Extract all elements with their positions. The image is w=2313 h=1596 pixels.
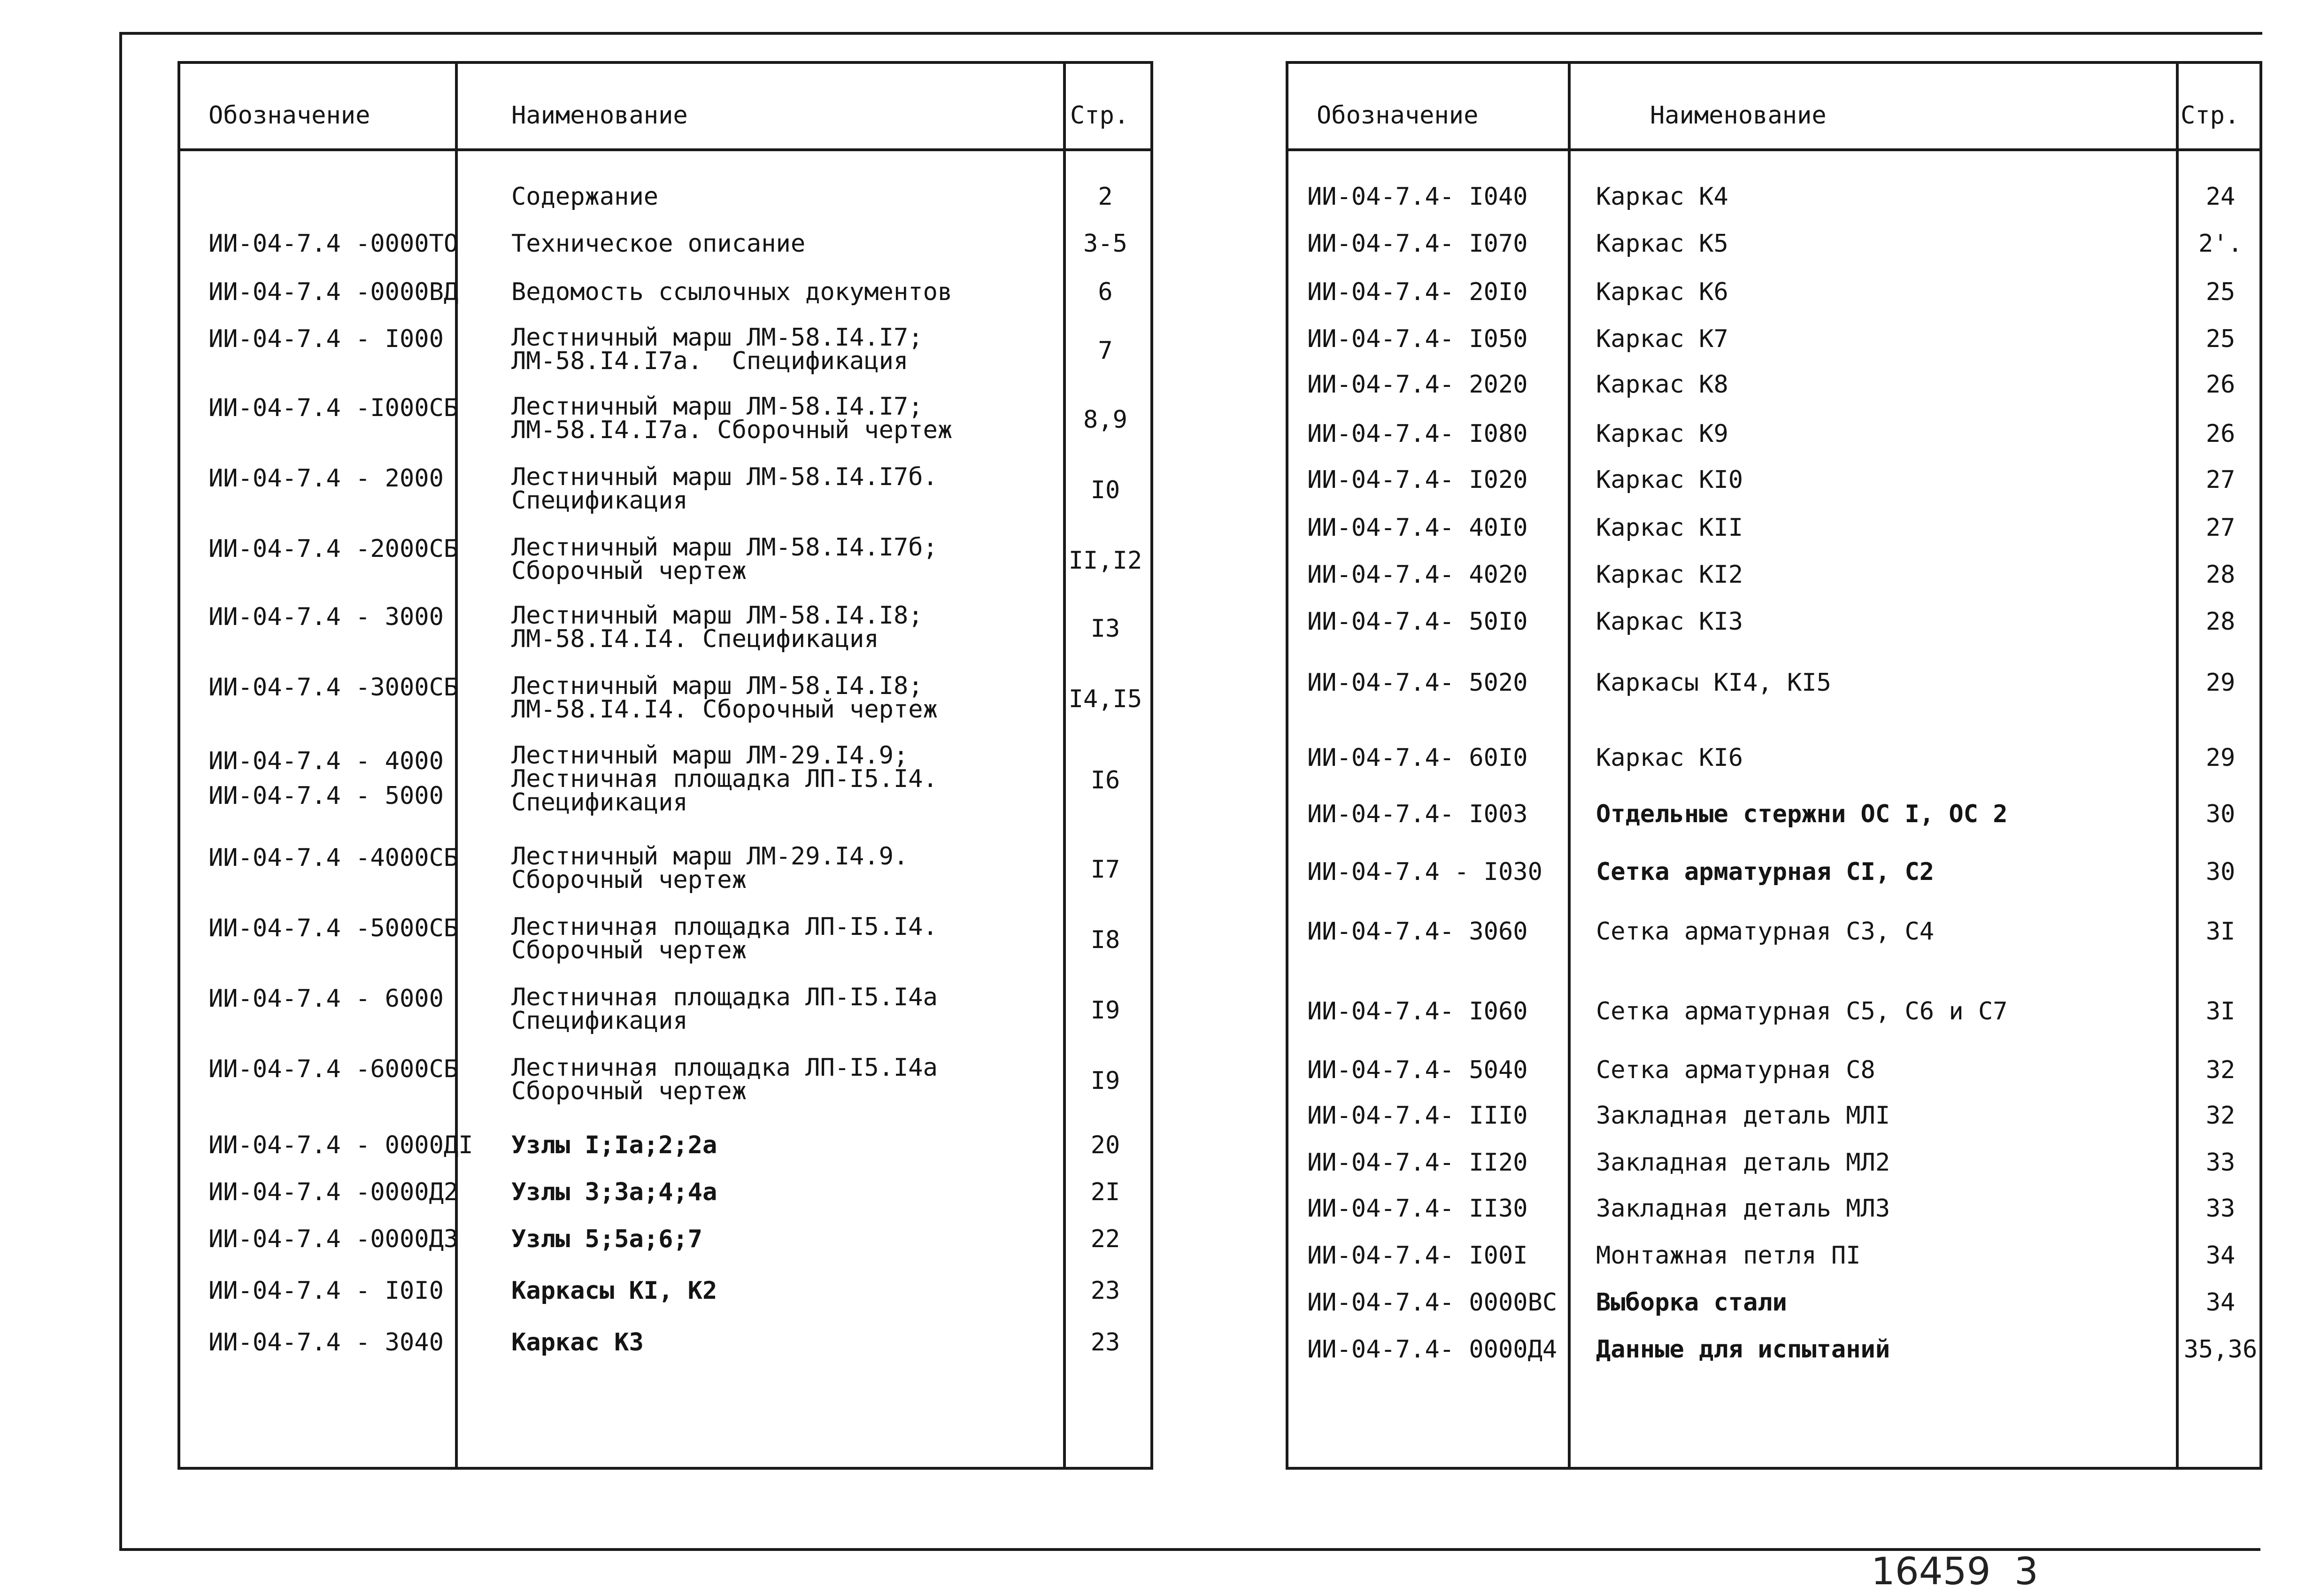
header-page: Стр. bbox=[2181, 101, 2240, 130]
column-divider bbox=[1568, 64, 1571, 1467]
row-name: Узлы 5;5а;6;7 bbox=[511, 1225, 702, 1253]
row-code: ИИ-04-7.4 - I030 bbox=[1307, 858, 1542, 886]
row-code: ИИ-04-7.4- 0000ВС bbox=[1307, 1288, 1557, 1317]
row-page: 27 bbox=[2205, 514, 2236, 542]
row-name: Сетка арматурная С8 bbox=[1596, 1056, 1875, 1084]
header-code: Обозначение bbox=[208, 101, 370, 130]
row-name: Техническое описание bbox=[511, 230, 806, 258]
row-page: 3-5 bbox=[1083, 230, 1127, 258]
row-code: ИИ-04-7.4- 5020 bbox=[1307, 669, 1528, 697]
row-code: ИИ-04-7.4 -0000ВД bbox=[208, 278, 459, 306]
contents-table-left bbox=[177, 61, 1153, 1470]
row-page: 32 bbox=[2205, 1102, 2236, 1130]
row-code: ИИ-04-7.4- I060 bbox=[1307, 997, 1528, 1025]
row-page: 23 bbox=[1090, 1277, 1120, 1305]
row-page: 35,36 bbox=[2183, 1335, 2258, 1364]
row-code: ИИ-04-7.4 - 6000 bbox=[208, 985, 444, 1013]
row-code: ИИ-04-7.4- I050 bbox=[1307, 325, 1528, 353]
row-name: Лестничный марш ЛМ-58.I4.I7б; Сборочный чертеж bbox=[511, 533, 938, 585]
row-page: 29 bbox=[2205, 669, 2236, 697]
row-page: 24 bbox=[2205, 183, 2236, 211]
frame-left-border bbox=[119, 32, 122, 1551]
row-page: 2'. bbox=[2198, 230, 2243, 258]
row-name: Узлы I;Iа;2;2а bbox=[511, 1131, 717, 1159]
row-page: I8 bbox=[1090, 926, 1120, 954]
row-name: Каркас К8 bbox=[1596, 370, 1728, 399]
row-page: I6 bbox=[1090, 766, 1120, 794]
row-page: 32 bbox=[2205, 1056, 2236, 1084]
row-code: ИИ-04-7.4 -I000СБ bbox=[208, 394, 459, 422]
row-name: Отдельные стержни ОС I, ОС 2 bbox=[1596, 800, 2008, 828]
row-name: Ведомость ссылочных документов bbox=[511, 278, 953, 306]
row-code: ИИ-04-7.4- 3060 bbox=[1307, 918, 1528, 946]
row-name: Лестничный марш ЛМ-29.I4.9. Сборочный чертеж bbox=[511, 842, 909, 894]
row-code: ИИ-04-7.4- 0000Д4 bbox=[1307, 1335, 1557, 1364]
row-code: ИИ-04-7.4 -0000Д2 bbox=[208, 1178, 459, 1206]
row-name: Каркас К5 bbox=[1596, 230, 1728, 258]
row-name: Каркас К9 bbox=[1596, 420, 1728, 448]
row-code: ИИ-04-7.4- 60I0 bbox=[1307, 744, 1528, 772]
row-name: Лестничная площадка ЛП-I5.I4. Сборочный чертеж bbox=[511, 913, 938, 964]
row-code: ИИ-04-7.4 -0000Д3 bbox=[208, 1225, 459, 1253]
row-page: 8,9 bbox=[1083, 406, 1127, 434]
column-divider bbox=[1063, 64, 1066, 1467]
row-page: 2 bbox=[1098, 183, 1113, 211]
row-page: II,I2 bbox=[1068, 547, 1142, 575]
row-page: I4,I5 bbox=[1068, 685, 1142, 713]
row-page: 7 bbox=[1098, 337, 1113, 365]
row-code: ИИ-04-7.4 -2000СБ bbox=[208, 535, 459, 563]
row-code: ИИ-04-7.4- II20 bbox=[1307, 1149, 1528, 1177]
row-code: ИИ-04-7.4- II30 bbox=[1307, 1195, 1528, 1223]
row-page: 34 bbox=[2205, 1241, 2236, 1270]
row-name: Каркасы КI, К2 bbox=[511, 1277, 717, 1305]
sheet-number: 3 bbox=[2014, 1550, 2038, 1593]
row-page: 33 bbox=[2205, 1149, 2236, 1177]
row-name: Каркас К6 bbox=[1596, 278, 1728, 306]
row-name: Лестничный марш ЛМ-58.I4.I7б. Спецификация bbox=[511, 463, 938, 515]
row-page: 27 bbox=[2205, 466, 2236, 494]
column-divider bbox=[455, 64, 458, 1467]
row-page: 3I bbox=[2205, 997, 2236, 1025]
row-code: ИИ-04-7.4 - 3040 bbox=[208, 1328, 444, 1357]
row-page: 30 bbox=[2205, 858, 2236, 886]
row-page: I3 bbox=[1090, 615, 1120, 643]
row-page: 23 bbox=[1090, 1328, 1120, 1357]
row-name: Узлы 3;3а;4;4а bbox=[511, 1178, 717, 1206]
row-code: ИИ-04-7.4 - 4000 ИИ-04-7.4 - 5000 bbox=[208, 747, 444, 810]
row-page: 6 bbox=[1098, 278, 1113, 306]
row-name: Каркас К3 bbox=[511, 1328, 644, 1357]
row-code: ИИ-04-7.4 -5000СБ bbox=[208, 914, 459, 942]
row-name: Каркасы КI4, КI5 bbox=[1596, 669, 1831, 697]
row-code: ИИ-04-7.4 -3000СБ bbox=[208, 673, 459, 702]
row-name: Лестничный марш ЛМ-58.I4.I7; ЛМ-58.I4.I7а. Сборочный чертеж bbox=[511, 393, 953, 444]
row-page: I7 bbox=[1090, 856, 1120, 884]
contents-table-right bbox=[1286, 61, 2262, 1470]
row-code: ИИ-04-7.4- 40I0 bbox=[1307, 514, 1528, 542]
row-page: 29 bbox=[2205, 744, 2236, 772]
row-name: Данные для испытаний bbox=[1596, 1335, 1890, 1364]
row-page: 2I bbox=[1090, 1178, 1120, 1206]
row-name: Закладная деталь МЛ2 bbox=[1596, 1149, 1890, 1177]
row-name: Лестничная площадка ЛП-I5.I4а Сборочный чертеж bbox=[511, 1054, 938, 1105]
header-name: Наименование bbox=[1650, 101, 1827, 130]
header-name: Наименование bbox=[511, 101, 688, 130]
row-code: ИИ-04-7.4- I040 bbox=[1307, 183, 1528, 211]
row-code: ИИ-04-7.4- III0 bbox=[1307, 1102, 1528, 1130]
header-divider bbox=[1288, 148, 2259, 151]
row-page: 25 bbox=[2205, 325, 2236, 353]
row-code: ИИ-04-7.4- I070 bbox=[1307, 230, 1528, 258]
row-page: I0 bbox=[1090, 476, 1120, 504]
row-page: I9 bbox=[1090, 1067, 1120, 1095]
row-page: 22 bbox=[1090, 1225, 1120, 1253]
row-name: Каркас КII bbox=[1596, 514, 1743, 542]
row-code: ИИ-04-7.4 -6000СБ bbox=[208, 1055, 459, 1083]
row-code: ИИ-04-7.4 -0000ТО bbox=[208, 230, 459, 258]
row-name: Монтажная петля ПI bbox=[1596, 1241, 1861, 1270]
row-page: I9 bbox=[1090, 996, 1120, 1025]
row-code: ИИ-04-7.4 - 0000ДI bbox=[208, 1131, 473, 1159]
row-page: 30 bbox=[2205, 800, 2236, 828]
row-name: Лестничная площадка ЛП-I5.I4а Спецификация bbox=[511, 983, 938, 1035]
row-name: Каркас К7 bbox=[1596, 325, 1728, 353]
row-name: Лестничный марш ЛМ-29.I4.9; Лестничная площадка ЛП-I5.I4. Спецификация bbox=[511, 741, 938, 817]
row-code: ИИ-04-7.4 - I000 bbox=[208, 325, 444, 353]
row-code: ИИ-04-7.4- 4020 bbox=[1307, 561, 1528, 589]
header-code: Обозначение bbox=[1317, 101, 1479, 130]
row-code: ИИ-04-7.4- 50I0 bbox=[1307, 608, 1528, 636]
row-page: 3I bbox=[2205, 918, 2236, 946]
row-name: Закладная деталь МЛI bbox=[1596, 1102, 1890, 1130]
row-name: Лестничный марш ЛМ-58.I4.I8; ЛМ-58.I4.I4. Сборочный чертеж bbox=[511, 672, 938, 724]
header-page: Стр. bbox=[1070, 101, 1129, 130]
frame-top-border bbox=[121, 32, 2262, 35]
row-code: ИИ-04-7.4 - 2000 bbox=[208, 464, 444, 493]
row-name: Лестничный марш ЛМ-58.I4.I8; ЛМ-58.I4.I4. Спецификация bbox=[511, 601, 923, 653]
row-name: Закладная деталь МЛ3 bbox=[1596, 1195, 1890, 1223]
row-code: ИИ-04-7.4- I020 bbox=[1307, 466, 1528, 494]
row-name: Сетка арматурная С5, С6 и С7 bbox=[1596, 997, 2008, 1025]
row-code: ИИ-04-7.4 - 3000 bbox=[208, 603, 444, 631]
row-name: Лестничный марш ЛМ-58.I4.I7; ЛМ-58.I4.I7а. Спецификация bbox=[511, 324, 923, 375]
row-name: Сетка арматурная СI, С2 bbox=[1596, 858, 1935, 886]
row-code: ИИ-04-7.4 -4000СБ bbox=[208, 844, 459, 872]
row-code: ИИ-04-7.4- I003 bbox=[1307, 800, 1528, 828]
row-page: 20 bbox=[1090, 1131, 1120, 1159]
row-page: 28 bbox=[2205, 608, 2236, 636]
row-name: Каркас КI2 bbox=[1596, 561, 1743, 589]
row-page: 26 bbox=[2205, 370, 2236, 399]
row-code: ИИ-04-7.4- 20I0 bbox=[1307, 278, 1528, 306]
row-page: 25 bbox=[2205, 278, 2236, 306]
row-name: Каркас КI3 bbox=[1596, 608, 1743, 636]
row-name: Каркас КI0 bbox=[1596, 466, 1743, 494]
row-code: ИИ-04-7.4- I00I bbox=[1307, 1241, 1528, 1270]
row-code: ИИ-04-7.4- 2020 bbox=[1307, 370, 1528, 399]
row-name: Каркас К4 bbox=[1596, 183, 1728, 211]
row-name: Каркас КI6 bbox=[1596, 744, 1743, 772]
header-divider bbox=[180, 148, 1150, 151]
row-code: ИИ-04-7.4 - I0I0 bbox=[208, 1277, 444, 1305]
row-page: 33 bbox=[2205, 1195, 2236, 1223]
document-number: 16459 bbox=[1871, 1550, 1991, 1593]
row-name: Выборка стали bbox=[1596, 1288, 1787, 1317]
row-name: Сетка арматурная С3, С4 bbox=[1596, 918, 1935, 946]
row-page: 28 bbox=[2205, 561, 2236, 589]
row-page: 34 bbox=[2205, 1288, 2236, 1317]
row-code: ИИ-04-7.4- 5040 bbox=[1307, 1056, 1528, 1084]
row-code: ИИ-04-7.4- I080 bbox=[1307, 420, 1528, 448]
row-name: Содержание bbox=[511, 183, 659, 211]
row-page: 26 bbox=[2205, 420, 2236, 448]
